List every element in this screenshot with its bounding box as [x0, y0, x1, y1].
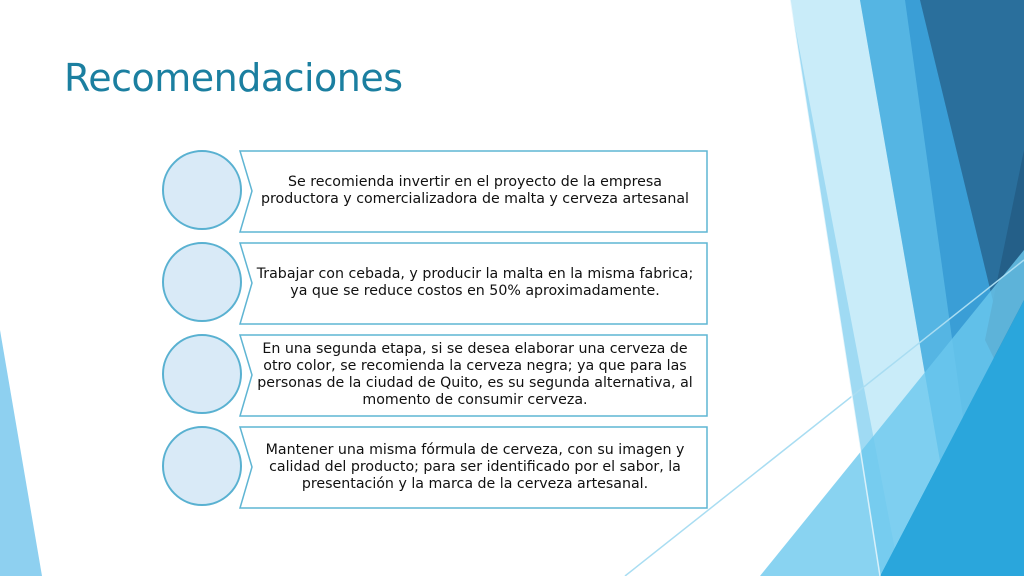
- recommendation-text: Mantener una misma fórmula de cerveza, con su imagen y calidad del producto; para ser identificado por el sabor, la presentación y la marca de la cerveza artesanal.: [265, 441, 685, 492]
- recommendation-item: [162, 150, 708, 234]
- recommendation-circle: [162, 426, 242, 506]
- recommendation-item: [162, 242, 708, 326]
- recommendation-circle: [162, 242, 242, 322]
- recommendation-item: [162, 426, 708, 510]
- slide-title: Recomendaciones: [64, 56, 403, 100]
- recommendation-text: Se recomienda invertir en el proyecto de la empresa productora y comercializadora de malta y cerveza artesanal: [261, 174, 689, 207]
- recommendation-text: Trabajar con cebada, y producir la malta en la misma fabrica; ya que se reduce costos en 50% aproximadamente.: [256, 266, 694, 299]
- recommendation-text: En una segunda etapa, si se desea elaborar una cerveza de otro color, se recomienda la cerveza negra; ya que para las personas de la ciudad de Quito, es su segunda alternativa, al momento de consumir cerveza.: [257, 341, 693, 408]
- recommendation-circle: [162, 150, 242, 230]
- recommendation-item: [162, 334, 708, 418]
- recommendation-circle: [162, 334, 242, 414]
